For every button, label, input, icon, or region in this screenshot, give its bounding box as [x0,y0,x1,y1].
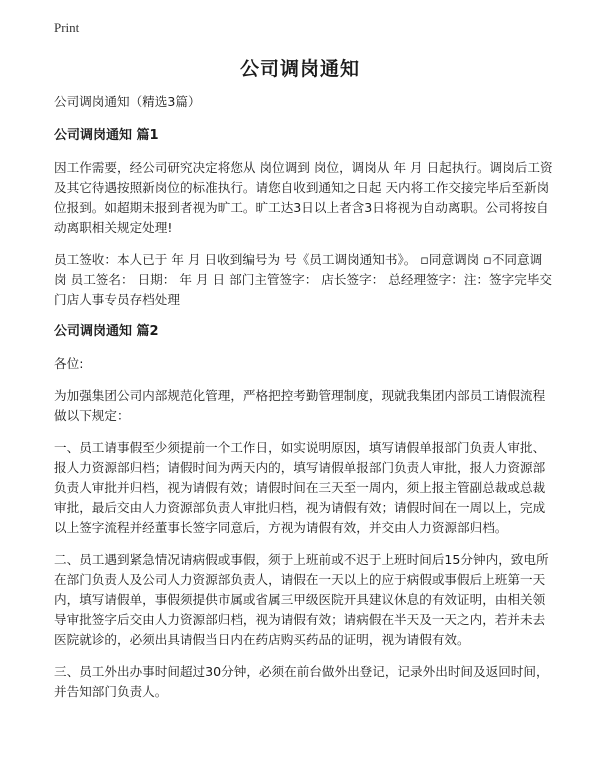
section-2-paragraph: 为加强集团公司内部规范化管理，严格把控考勤管理制度，现就我集团内部员工请假流程做以下规定： [54,388,546,423]
page-title: 公司调岗通知 [239,58,360,80]
section-heading-2: 公司调岗通知 篇2 [54,324,159,339]
document-subtitle: 公司调岗通知（精选3篇） [54,94,201,109]
section-2-paragraph: 一、员工请事假至少须提前一个工作日，如实说明原因，填写请假单报部门负责人审批、报人力资源部归档；请假时间为两天内的，填写请假单报部门负责人审批，报人力资源部负责人审批并归档，视为请假有效；请假时间在三天至一周内，须上报主管副总裁或总裁审批，最后交由人力资源部负责人审批归档，视为请假有效；请假时间在一周以上，完成以上签字流程并经董事长签字同意后，方视为请假有效，并交由人力资源部归档。 [54,440,546,535]
section-2-paragraph: 各位: [54,356,84,371]
section-2-paragraph: 三、员工外出办事时间超过30分钟，必须在前台做外出登记，记录外出时间及返回时间，并告知部门负责人。 [54,664,549,699]
document-body [54,92,554,714]
section-heading-1: 公司调岗通知 篇1 [54,128,159,143]
print-link[interactable]: Print [54,20,80,35]
section-1-paragraph: 员工签收：本人已于 年 月 日收到编号为 号《员工调岗通知书》。 ▫同意调岗 ▫不同意调岗 员工签名： 日期： 年 月 日 部门主管签字： 店长签字： 总经理签字：注：签字完毕交门店人事专员存档处理 [54,252,552,307]
section-2-paragraph: 二、员工遇到紧急情况请病假或事假，须于上班前或不迟于上班时间后15分钟内，致电所在部门负责人及公司人力资源部负责人，请假在一天以上的应于病假或事假后上班第一天内，填写请假单，事假须提供市属或省属三甲级医院开具建议休息的有效证明，由相关领导审批签字后交由人力资源部归档，视为请假有效；请病假在半天及一天之内，若并未去医院就诊的，必须出具请假当日内在药店购买药品的证明，视为请假有效。 [54,552,549,647]
section-1-paragraph: 因工作需要，经公司研究决定将您从 岗位调到 岗位，调岗从 年 月 日起执行。调岗后工资及其它待遇按照新岗位的标准执行。请您自收到通知之日起 天内将工作交接完毕后至新岗位报到。如超期未报到者视为旷工。旷工达3日以上者含3日将视为自动离职。公司将按自动离职相关规定处理! [54,160,553,235]
